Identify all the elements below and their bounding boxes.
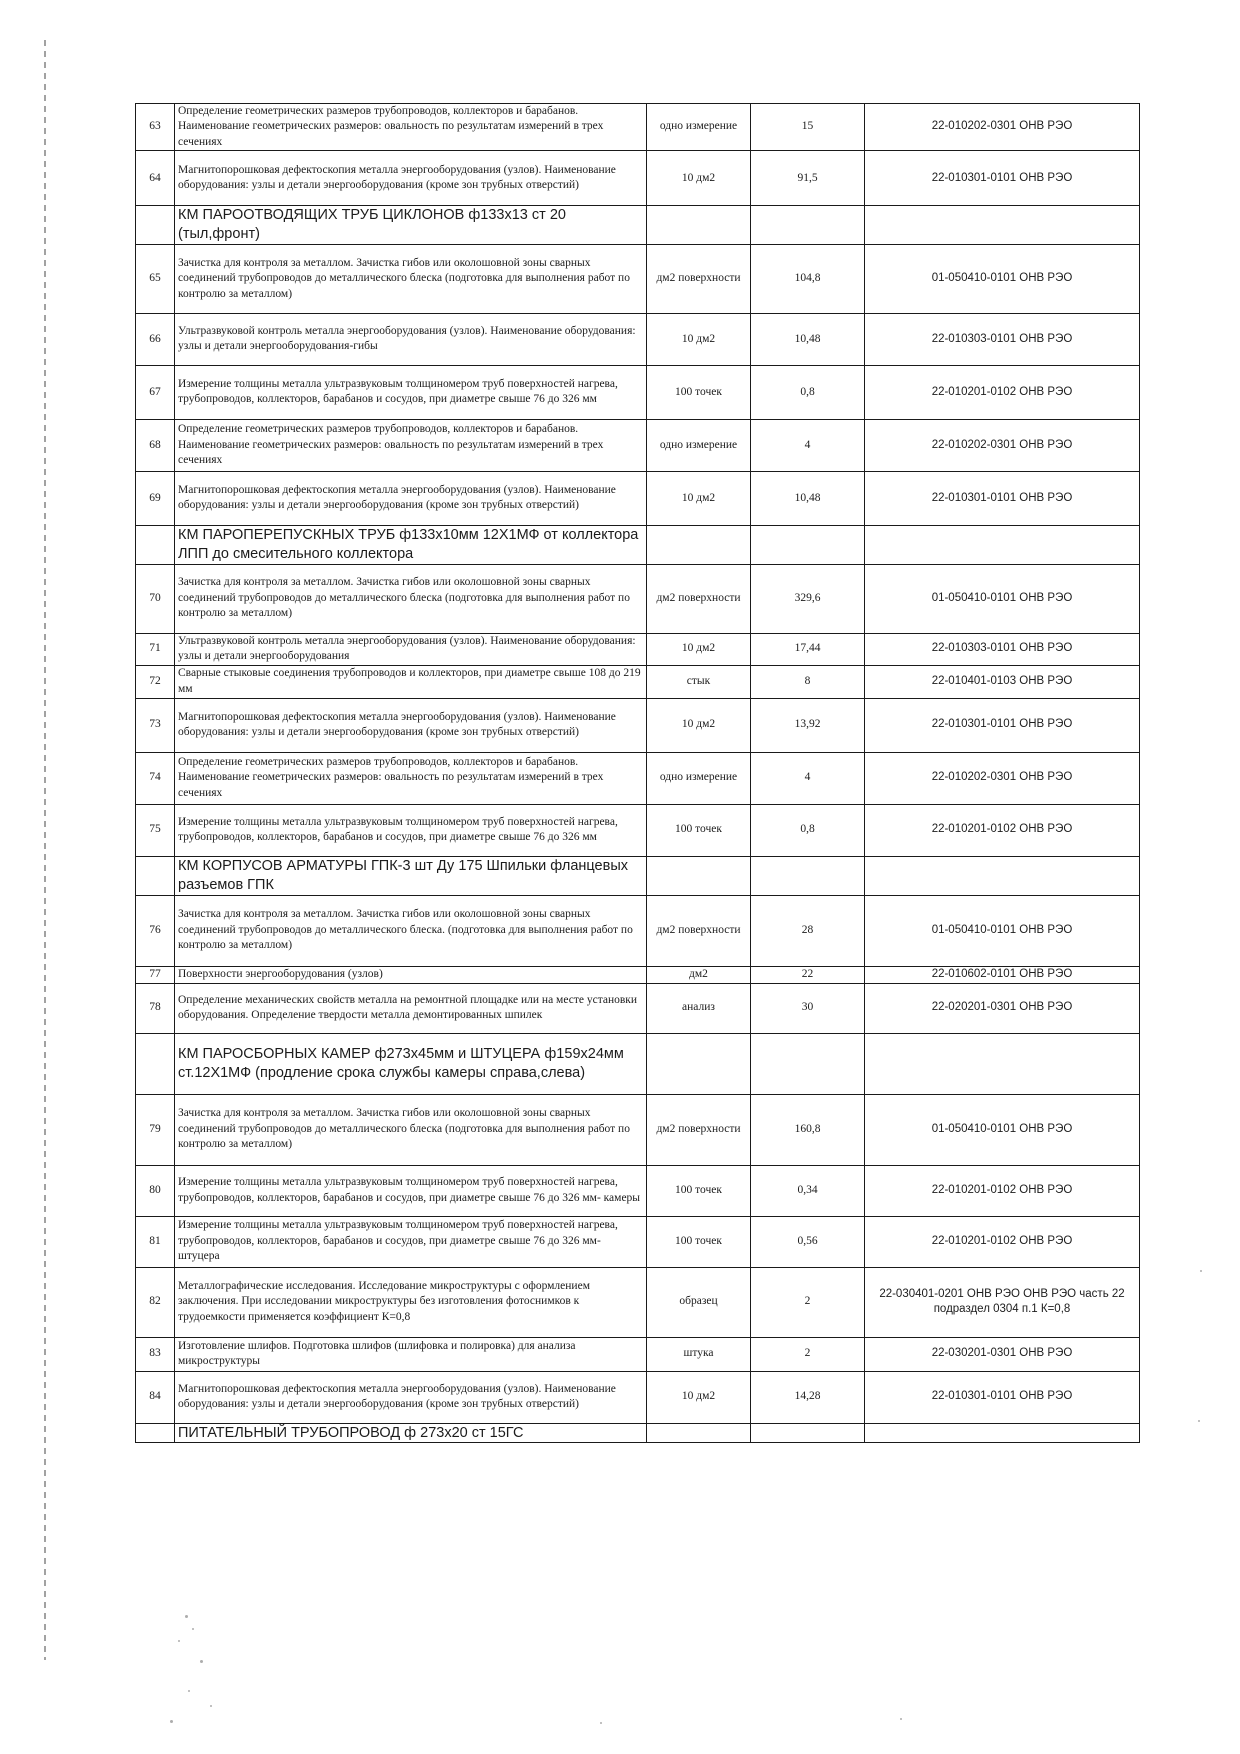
norm-code: 22-010201-0102 ОНВ РЭО bbox=[865, 1216, 1140, 1267]
row-number bbox=[136, 525, 175, 564]
unit-of-measure bbox=[647, 1423, 751, 1443]
unit-of-measure: дм2 bbox=[647, 966, 751, 983]
scan-speckle bbox=[185, 1615, 188, 1618]
table-row bbox=[136, 983, 1140, 1033]
norm-code: 22-010303-0101 ОНВ РЭО bbox=[865, 633, 1140, 665]
row-number: 70 bbox=[136, 564, 175, 633]
scan-speckle bbox=[600, 1722, 602, 1724]
quantity: 28 bbox=[751, 895, 865, 966]
row-number: 66 bbox=[136, 313, 175, 365]
table-row bbox=[136, 752, 1140, 804]
row-number: 78 bbox=[136, 983, 175, 1033]
quantity: 4 bbox=[751, 752, 865, 804]
quantity: 8 bbox=[751, 665, 865, 698]
quantity: 14,28 bbox=[751, 1371, 865, 1423]
unit-of-measure: одно измерение bbox=[647, 104, 751, 151]
works-table bbox=[135, 103, 1140, 1443]
table-row bbox=[136, 665, 1140, 698]
work-description: Зачистка для контроля за металлом. Зачистка гибов или околошовной зоны сварных соединений трубопроводов до металлического блеска (подготовка для выполнения работ по контролю за металлом) bbox=[175, 244, 647, 313]
row-number: 81 bbox=[136, 1216, 175, 1267]
unit-of-measure: 10 дм2 bbox=[647, 1371, 751, 1423]
quantity: 160,8 bbox=[751, 1094, 865, 1165]
section-title: ПИТАТЕЛЬНЫЙ ТРУБОПРОВОД ф 273х20 ст 15ГС bbox=[175, 1423, 647, 1443]
table-row bbox=[136, 313, 1140, 365]
quantity: 0,8 bbox=[751, 365, 865, 419]
work-description: Магнитопорошковая дефектоскопия металла энергооборудования (узлов). Наименование оборудования: узлы и детали энергооборудования (кроме зон трубных отверстий) bbox=[175, 471, 647, 525]
work-description: Зачистка для контроля за металлом. Зачистка гибов или околошовной зоны сварных соединений трубопроводов до металлического блеска. (подготовка для выполнения работ по контролю за металлом) bbox=[175, 895, 647, 966]
quantity: 0,34 bbox=[751, 1165, 865, 1216]
scan-speckle bbox=[200, 1660, 203, 1663]
row-number: 76 bbox=[136, 895, 175, 966]
row-number: 71 bbox=[136, 633, 175, 665]
quantity: 0,56 bbox=[751, 1216, 865, 1267]
work-description: Металлографические исследования. Исследование микроструктуры с оформлением заключения. При исследовании микроструктуры без изготовления фотоснимков к трудоемкости применяется коэффициент К=0,8 bbox=[175, 1267, 647, 1337]
works-table-body bbox=[136, 104, 1140, 1443]
unit-of-measure bbox=[647, 856, 751, 895]
table-row bbox=[136, 244, 1140, 313]
quantity: 4 bbox=[751, 419, 865, 471]
row-number: 68 bbox=[136, 419, 175, 471]
section-header-row bbox=[136, 525, 1140, 564]
row-number: 80 bbox=[136, 1165, 175, 1216]
norm-code bbox=[865, 1033, 1140, 1094]
unit-of-measure: 10 дм2 bbox=[647, 471, 751, 525]
work-description: Измерение толщины металла ультразвуковым толщиномером труб поверхностей нагрева, трубопроводов, коллекторов, барабанов и сосудов, при диаметре свыше 76 до 326 мм- камеры bbox=[175, 1165, 647, 1216]
scan-speckle bbox=[178, 1640, 180, 1642]
unit-of-measure: образец bbox=[647, 1267, 751, 1337]
scan-speckle bbox=[170, 1720, 173, 1723]
work-description: Магнитопорошковая дефектоскопия металла энергооборудования (узлов). Наименование оборудования: узлы и детали энергооборудования (кроме зон трубных отверстий) bbox=[175, 1371, 647, 1423]
unit-of-measure bbox=[647, 1033, 751, 1094]
unit-of-measure: дм2 поверхности bbox=[647, 564, 751, 633]
unit-of-measure: дм2 поверхности bbox=[647, 244, 751, 313]
work-description: Измерение толщины металла ультразвуковым толщиномером труб поверхностей нагрева, трубопроводов, коллекторов, барабанов и сосудов, при диаметре свыше 76 до 326 мм- штуцера bbox=[175, 1216, 647, 1267]
section-title: КМ ПАРОПЕРЕПУСКНЫХ ТРУБ ф133х10мм 12Х1МФ от коллектора ЛПП до смесительного коллектора bbox=[175, 525, 647, 564]
norm-code: 22-010303-0101 ОНВ РЭО bbox=[865, 313, 1140, 365]
norm-code: 22-030201-0301 ОНВ РЭО bbox=[865, 1337, 1140, 1371]
norm-code: 22-010201-0102 ОНВ РЭО bbox=[865, 1165, 1140, 1216]
work-description: Поверхности энергооборудования (узлов) bbox=[175, 966, 647, 983]
row-number: 83 bbox=[136, 1337, 175, 1371]
table-row bbox=[136, 564, 1140, 633]
unit-of-measure: 100 точек bbox=[647, 1165, 751, 1216]
quantity: 91,5 bbox=[751, 151, 865, 206]
norm-code bbox=[865, 206, 1140, 245]
row-number: 73 bbox=[136, 698, 175, 752]
binding-edge-mark bbox=[44, 40, 46, 1660]
table-row bbox=[136, 1337, 1140, 1371]
table-row bbox=[136, 698, 1140, 752]
norm-code: 22-010201-0102 ОНВ РЭО bbox=[865, 365, 1140, 419]
row-number: 63 bbox=[136, 104, 175, 151]
work-description: Определение механических свойств металла на ремонтной площадке или на месте установки оборудования. Определение твердости металла демонтированных шпилек bbox=[175, 983, 647, 1033]
unit-of-measure: 10 дм2 bbox=[647, 698, 751, 752]
row-number: 77 bbox=[136, 966, 175, 983]
norm-code: 22-010202-0301 ОНВ РЭО bbox=[865, 104, 1140, 151]
quantity bbox=[751, 1423, 865, 1443]
table-row bbox=[136, 1094, 1140, 1165]
quantity: 329,6 bbox=[751, 564, 865, 633]
unit-of-measure: штука bbox=[647, 1337, 751, 1371]
scan-speckle bbox=[900, 1718, 902, 1720]
quantity: 10,48 bbox=[751, 313, 865, 365]
section-title: КМ ПАРООТВОДЯЩИХ ТРУБ ЦИКЛОНОВ ф133х13 ст 20 (тыл,фронт) bbox=[175, 206, 647, 245]
table-row bbox=[136, 365, 1140, 419]
work-description: Определение геометрических размеров трубопроводов, коллекторов и барабанов. Наименование геометрических размеров: овальность по результатам измерений в трех сечениях bbox=[175, 104, 647, 151]
unit-of-measure: одно измерение bbox=[647, 419, 751, 471]
scan-speckle bbox=[1198, 1420, 1200, 1422]
norm-code: 01-050410-0101 ОНВ РЭО bbox=[865, 895, 1140, 966]
unit-of-measure: 100 точек bbox=[647, 804, 751, 856]
norm-code: 22-010202-0301 ОНВ РЭО bbox=[865, 419, 1140, 471]
section-header-row bbox=[136, 856, 1140, 895]
work-description: Сварные стыковые соединения трубопроводов и коллекторов, при диаметре свыше 108 до 219 мм bbox=[175, 665, 647, 698]
table-row bbox=[136, 419, 1140, 471]
norm-code: 01-050410-0101 ОНВ РЭО bbox=[865, 1094, 1140, 1165]
norm-code bbox=[865, 856, 1140, 895]
section-title: КМ КОРПУСОВ АРМАТУРЫ ГПК-3 шт Ду 175 Шпильки фланцевых разъемов ГПК bbox=[175, 856, 647, 895]
quantity: 10,48 bbox=[751, 471, 865, 525]
quantity: 30 bbox=[751, 983, 865, 1033]
scan-speckle bbox=[210, 1705, 212, 1707]
norm-code bbox=[865, 525, 1140, 564]
quantity bbox=[751, 206, 865, 245]
unit-of-measure: стык bbox=[647, 665, 751, 698]
norm-code: 01-050410-0101 ОНВ РЭО bbox=[865, 244, 1140, 313]
quantity bbox=[751, 525, 865, 564]
unit-of-measure bbox=[647, 206, 751, 245]
table-row bbox=[136, 1371, 1140, 1423]
quantity: 22 bbox=[751, 966, 865, 983]
table-row bbox=[136, 1216, 1140, 1267]
unit-of-measure: 100 точек bbox=[647, 365, 751, 419]
work-description: Ультразвуковой контроль металла энергооборудования (узлов). Наименование оборудования: узлы и детали энергооборудования bbox=[175, 633, 647, 665]
unit-of-measure: 10 дм2 bbox=[647, 633, 751, 665]
row-number: 79 bbox=[136, 1094, 175, 1165]
work-description: Определение геометрических размеров трубопроводов, коллекторов и барабанов. Наименование геометрических размеров: овальность по результатам измерений в трех сечениях bbox=[175, 419, 647, 471]
norm-code bbox=[865, 1423, 1140, 1443]
unit-of-measure bbox=[647, 525, 751, 564]
quantity: 15 bbox=[751, 104, 865, 151]
section-header-row bbox=[136, 206, 1140, 245]
row-number: 67 bbox=[136, 365, 175, 419]
norm-code: 22-010301-0101 ОНВ РЭО bbox=[865, 471, 1140, 525]
table-row bbox=[136, 471, 1140, 525]
norm-code: 22-010301-0101 ОНВ РЭО bbox=[865, 698, 1140, 752]
table-row bbox=[136, 895, 1140, 966]
row-number bbox=[136, 1033, 175, 1094]
section-title: КМ ПАРОСБОРНЫХ КАМЕР ф273х45мм и ШТУЦЕРА ф159х24мм ст.12Х1МФ (продление срока службы камеры справа,слева) bbox=[175, 1033, 647, 1094]
table-row bbox=[136, 1267, 1140, 1337]
scan-speckle bbox=[192, 1628, 194, 1630]
row-number: 74 bbox=[136, 752, 175, 804]
section-header-row bbox=[136, 1423, 1140, 1443]
quantity: 0,8 bbox=[751, 804, 865, 856]
row-number: 82 bbox=[136, 1267, 175, 1337]
quantity: 104,8 bbox=[751, 244, 865, 313]
norm-code: 01-050410-0101 ОНВ РЭО bbox=[865, 564, 1140, 633]
work-description: Магнитопорошковая дефектоскопия металла энергооборудования (узлов). Наименование оборудования: узлы и детали энергооборудования (кроме зон трубных отверстий) bbox=[175, 151, 647, 206]
row-number: 64 bbox=[136, 151, 175, 206]
row-number: 75 bbox=[136, 804, 175, 856]
work-description: Измерение толщины металла ультразвуковым толщиномером труб поверхностей нагрева, трубопроводов, коллекторов, барабанов и сосудов, при диаметре свыше 76 до 326 мм bbox=[175, 804, 647, 856]
row-number: 69 bbox=[136, 471, 175, 525]
table-row bbox=[136, 104, 1140, 151]
norm-code: 22-010202-0301 ОНВ РЭО bbox=[865, 752, 1140, 804]
unit-of-measure: 100 точек bbox=[647, 1216, 751, 1267]
table-row bbox=[136, 1165, 1140, 1216]
norm-code: 22-010301-0101 ОНВ РЭО bbox=[865, 1371, 1140, 1423]
norm-code: 22-010201-0102 ОНВ РЭО bbox=[865, 804, 1140, 856]
unit-of-measure: анализ bbox=[647, 983, 751, 1033]
row-number bbox=[136, 856, 175, 895]
unit-of-measure: 10 дм2 bbox=[647, 313, 751, 365]
work-description: Зачистка для контроля за металлом. Зачистка гибов или околошовной зоны сварных соединений трубопроводов до металлического блеска (подготовка для выполнения работ по контролю за металлом) bbox=[175, 1094, 647, 1165]
work-description: Зачистка для контроля за металлом. Зачистка гибов или околошовной зоны сварных соединений трубопроводов до металлического блеска (подготовка для выполнения работ по контролю за металлом) bbox=[175, 564, 647, 633]
table-row bbox=[136, 633, 1140, 665]
table-row bbox=[136, 966, 1140, 983]
row-number: 72 bbox=[136, 665, 175, 698]
quantity: 2 bbox=[751, 1267, 865, 1337]
scan-speckle bbox=[1200, 1270, 1202, 1272]
norm-code: 22-010401-0103 ОНВ РЭО bbox=[865, 665, 1140, 698]
quantity: 17,44 bbox=[751, 633, 865, 665]
unit-of-measure: дм2 поверхности bbox=[647, 895, 751, 966]
work-description: Определение геометрических размеров трубопроводов, коллекторов и барабанов. Наименование геометрических размеров: овальность по результатам измерений в трех сечениях bbox=[175, 752, 647, 804]
scan-speckle bbox=[188, 1690, 190, 1692]
norm-code: 22-030401-0201 ОНВ РЭО ОНВ РЭО часть 22 подраздел 0304 п.1 К=0,8 bbox=[865, 1267, 1140, 1337]
work-description: Ультразвуковой контроль металла энергооборудования (узлов). Наименование оборудования: узлы и детали энергооборудования-гибы bbox=[175, 313, 647, 365]
unit-of-measure: одно измерение bbox=[647, 752, 751, 804]
quantity: 2 bbox=[751, 1337, 865, 1371]
work-description: Измерение толщины металла ультразвуковым толщиномером труб поверхностей нагрева, трубопроводов, коллекторов, барабанов и сосудов, при диаметре свыше 76 до 326 мм bbox=[175, 365, 647, 419]
work-description: Изготовление шлифов. Подготовка шлифов (шлифовка и полировка) для анализа микроструктуры bbox=[175, 1337, 647, 1371]
work-description: Магнитопорошковая дефектоскопия металла энергооборудования (узлов). Наименование оборудования: узлы и детали энергооборудования (кроме зон трубных отверстий) bbox=[175, 698, 647, 752]
unit-of-measure: дм2 поверхности bbox=[647, 1094, 751, 1165]
norm-code: 22-020201-0301 ОНВ РЭО bbox=[865, 983, 1140, 1033]
row-number bbox=[136, 1423, 175, 1443]
row-number: 65 bbox=[136, 244, 175, 313]
quantity bbox=[751, 1033, 865, 1094]
row-number bbox=[136, 206, 175, 245]
norm-code: 22-010301-0101 ОНВ РЭО bbox=[865, 151, 1140, 206]
unit-of-measure: 10 дм2 bbox=[647, 151, 751, 206]
norm-code: 22-010602-0101 ОНВ РЭО bbox=[865, 966, 1140, 983]
quantity bbox=[751, 856, 865, 895]
row-number: 84 bbox=[136, 1371, 175, 1423]
table-row bbox=[136, 804, 1140, 856]
table-row bbox=[136, 151, 1140, 206]
quantity: 13,92 bbox=[751, 698, 865, 752]
section-header-row bbox=[136, 1033, 1140, 1094]
